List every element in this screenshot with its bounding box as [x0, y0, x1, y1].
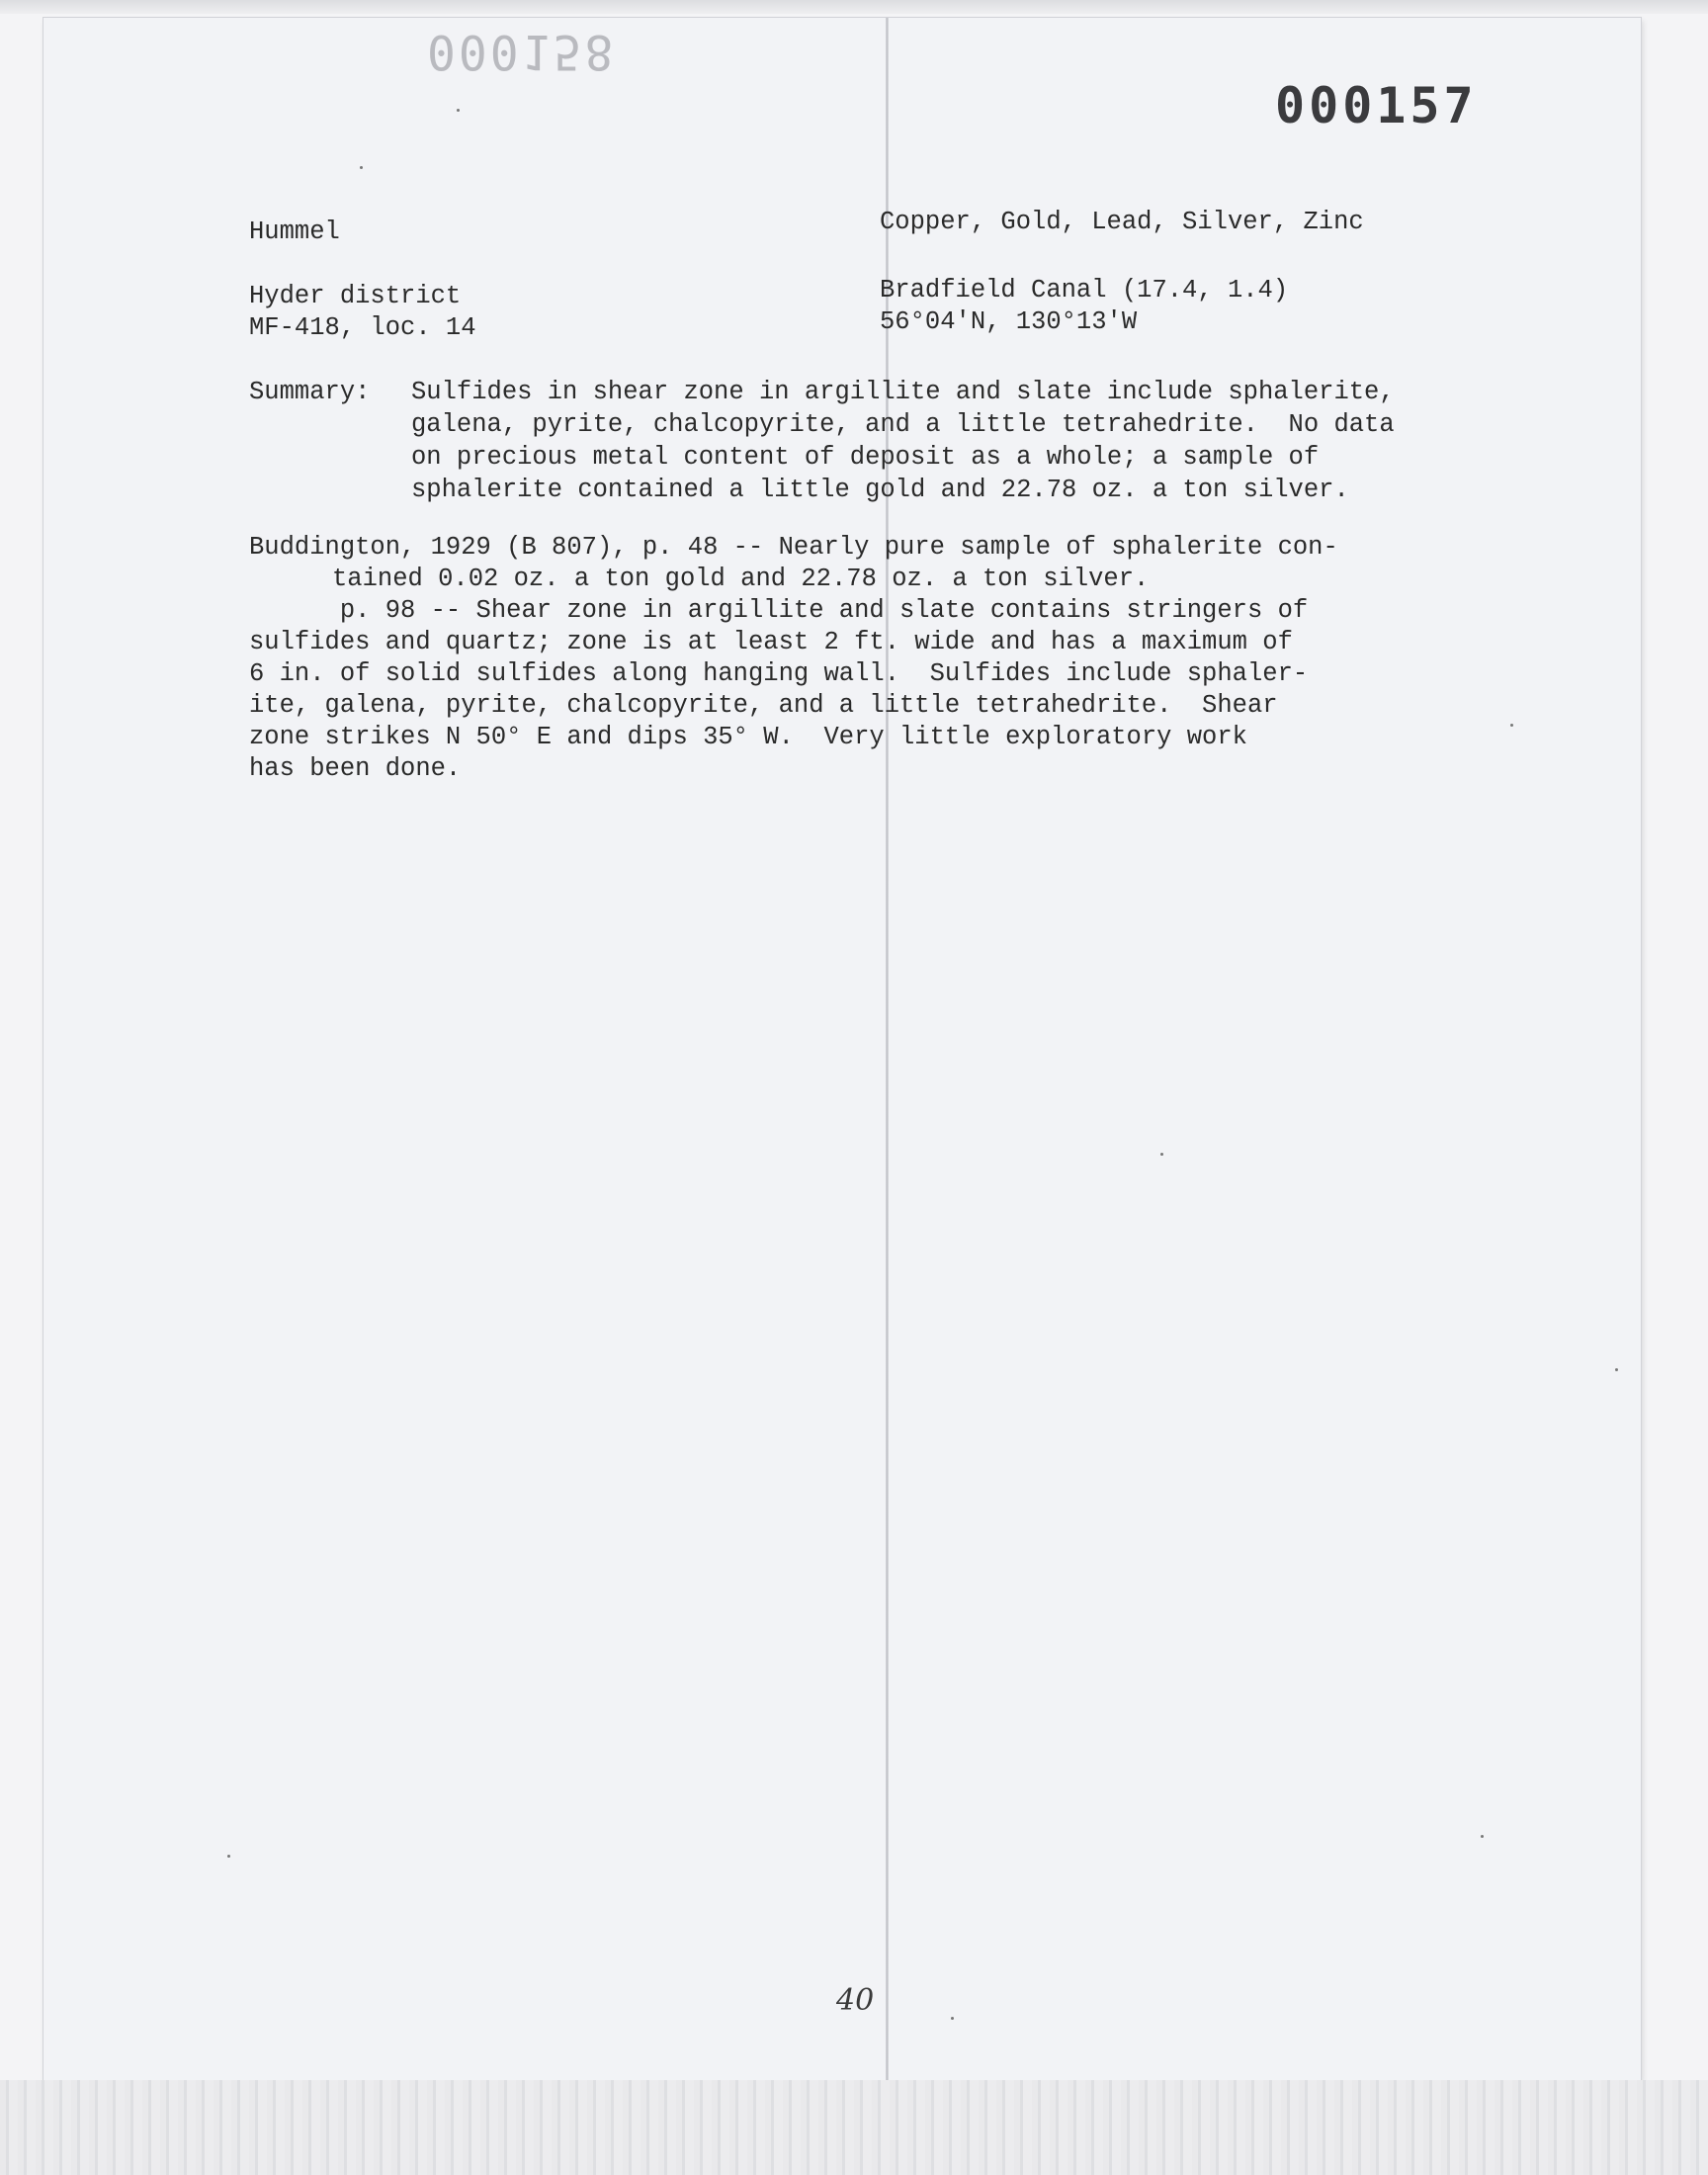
- scan-speck: [951, 2017, 954, 2020]
- reference-line: zone strikes N 50° E and dips 35° W. Very little exploratory work: [249, 723, 1247, 751]
- scan-speck: [1615, 1368, 1618, 1371]
- quadrangle: Bradfield Canal (17.4, 1.4): [880, 276, 1289, 304]
- page-stamp: 000157: [1275, 77, 1478, 134]
- summary-line: Sulfides in shear zone in argillite and slate include sphalerite,: [411, 378, 1395, 406]
- reference-first-line: Buddington, 1929 (B 807), p. 48 -- Nearly pure sample of sphalerite con-: [249, 533, 1338, 562]
- scan-speck: [457, 109, 460, 112]
- reference-line: p. 98 -- Shear zone in argillite and slate contains stringers of: [249, 596, 1309, 625]
- summary-line: sphalerite contained a little gold and 22.78 oz. a ton silver.: [411, 476, 1349, 504]
- reference-line: has been done.: [249, 754, 462, 783]
- summary-label: Summary:: [249, 378, 371, 406]
- scan-edge-top: [0, 0, 1708, 14]
- reference-line: sulfides and quartz; zone is at least 2 ft. wide and has a maximum of: [249, 628, 1293, 656]
- reference-line: 6 in. of solid sulfides along hanging wall. Sulfides include sphaler-: [249, 659, 1309, 688]
- deposit-name: Hummel: [249, 218, 340, 246]
- scan-speck: [360, 166, 363, 169]
- reference-line: ite, galena, pyrite, chalcopyrite, and a little tetrahedrite. Shear: [249, 691, 1278, 720]
- commodities: Copper, Gold, Lead, Silver, Zinc: [880, 208, 1364, 236]
- summary-line: galena, pyrite, chalcopyrite, and a little tetrahedrite. No data: [411, 410, 1395, 439]
- scan-speck: [1510, 724, 1513, 727]
- reference-text: [249, 564, 1309, 785]
- page-number: 40: [836, 1983, 875, 2018]
- reference-line: tained 0.02 oz. a ton gold and 22.78 oz. a ton silver.: [332, 565, 1150, 593]
- scan-edge-bottom: [0, 2080, 1708, 2175]
- scan-speck: [1481, 1835, 1484, 1838]
- district: Hyder district: [249, 282, 462, 310]
- scan-speck: [1160, 1153, 1163, 1156]
- scan-speck: [227, 1855, 230, 1858]
- map-reference: MF-418, loc. 14: [249, 313, 476, 342]
- coordinates: 56°04'N, 130°13'W: [880, 307, 1138, 336]
- summary-text: [411, 376, 1395, 506]
- summary-line: on precious metal content of deposit as a whole; a sample of: [411, 443, 1320, 472]
- faded-page-stamp: 000158: [427, 24, 617, 79]
